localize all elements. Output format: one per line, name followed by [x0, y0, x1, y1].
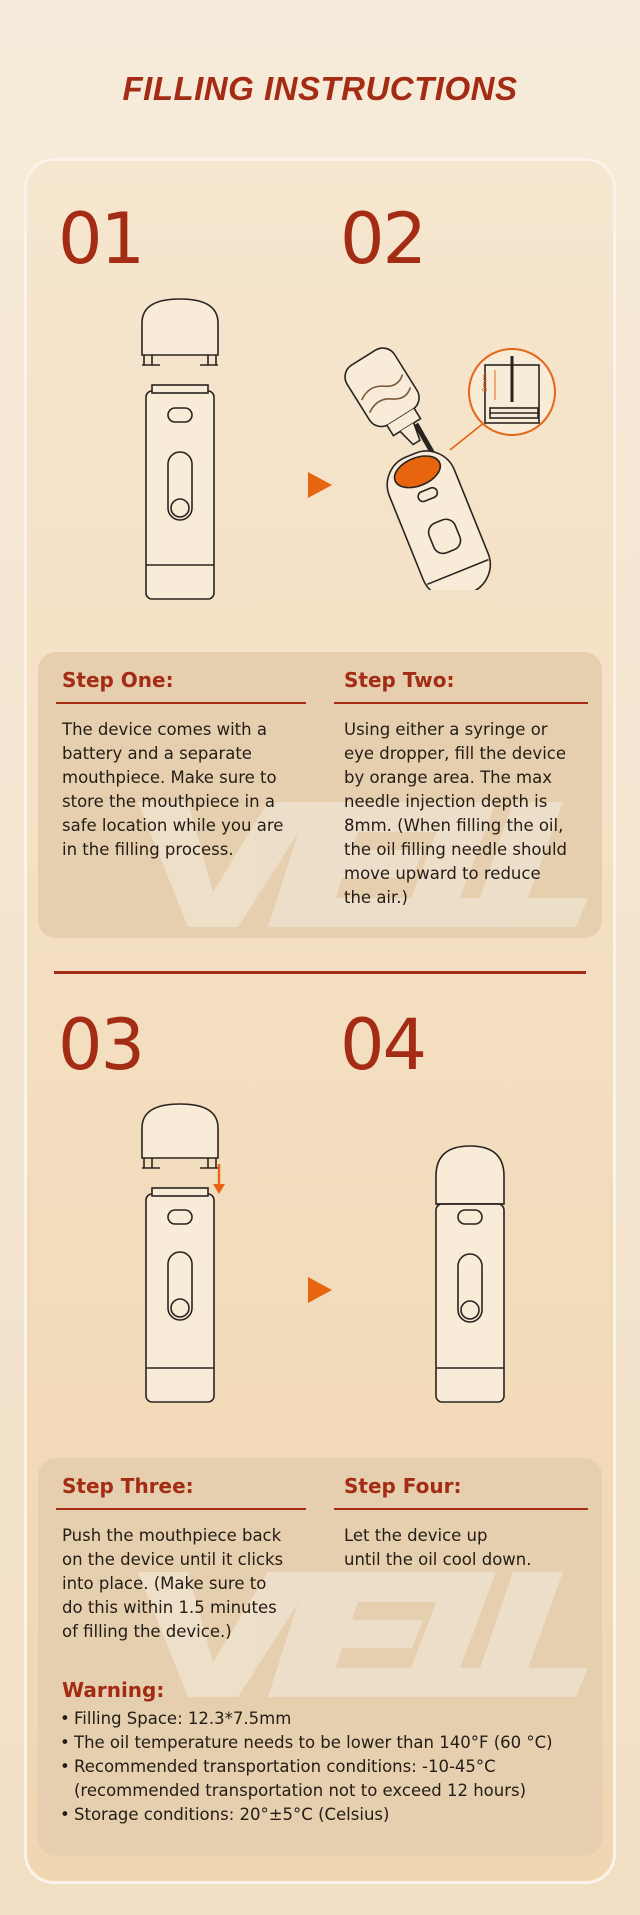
step-four-text: Let the device up until the oil cool down.: [344, 1526, 532, 1569]
step-two-rule: [334, 702, 588, 704]
warning-item: • Filling Space: 12.3*7.5mm: [58, 1707, 598, 1731]
play-arrow-icon: [306, 1275, 334, 1305]
down-arrow-icon: [210, 1162, 228, 1196]
section-divider: [54, 971, 586, 974]
step-number-03: 03: [58, 1004, 144, 1086]
device-open-icon: [130, 295, 230, 610]
warning-heading: Warning:: [62, 1678, 165, 1702]
step-two-text: Using either a syringe or eye dropper, fill the device by orange area. The max needle injection depth is 8mm. (When filling the oil, the oil filling needle should move upward to reduce the air.): [344, 720, 568, 907]
warning-item: • Storage conditions: 20°±5°C (Celsius): [58, 1803, 598, 1827]
device-open-icon: [130, 1100, 230, 1410]
step-one-rule: [56, 702, 306, 704]
page-title: FILLING INSTRUCTIONS: [122, 70, 518, 107]
depth-label: 8mm: [481, 373, 489, 392]
device-filling-icon: [340, 340, 580, 590]
step-four-rule: [334, 1508, 588, 1510]
step-two-heading: Step Two:: [344, 668, 455, 692]
step-three-text: Push the mouthpiece back on the device until it clicks into place. (Make sure to do this within 1.5 minutes of filling the device.): [62, 1526, 284, 1641]
step-three-heading: Step Three:: [62, 1474, 194, 1498]
warning-list: [58, 1707, 598, 1827]
step-four-heading: Step Four:: [344, 1474, 462, 1498]
step-one-heading: Step One:: [62, 668, 174, 692]
step-one-text: The device comes with a battery and a separate mouthpiece. Make sure to store the mouthpiece in a safe location while you are in the filling process.: [62, 720, 284, 859]
step-number-01: 01: [58, 198, 144, 280]
step-number-02: 02: [340, 198, 426, 280]
device-assembled-icon: [428, 1142, 512, 1408]
warning-item: • The oil temperature needs to be lower than 140°F (60 °C): [58, 1731, 598, 1755]
step-three-rule: [56, 1508, 306, 1510]
step-number-04: 04: [340, 1004, 426, 1086]
play-arrow-icon: [306, 470, 334, 500]
warning-item: • Recommended transportation conditions: -10-45°C (recommended transportation not to exceed 12 hours): [58, 1755, 598, 1803]
